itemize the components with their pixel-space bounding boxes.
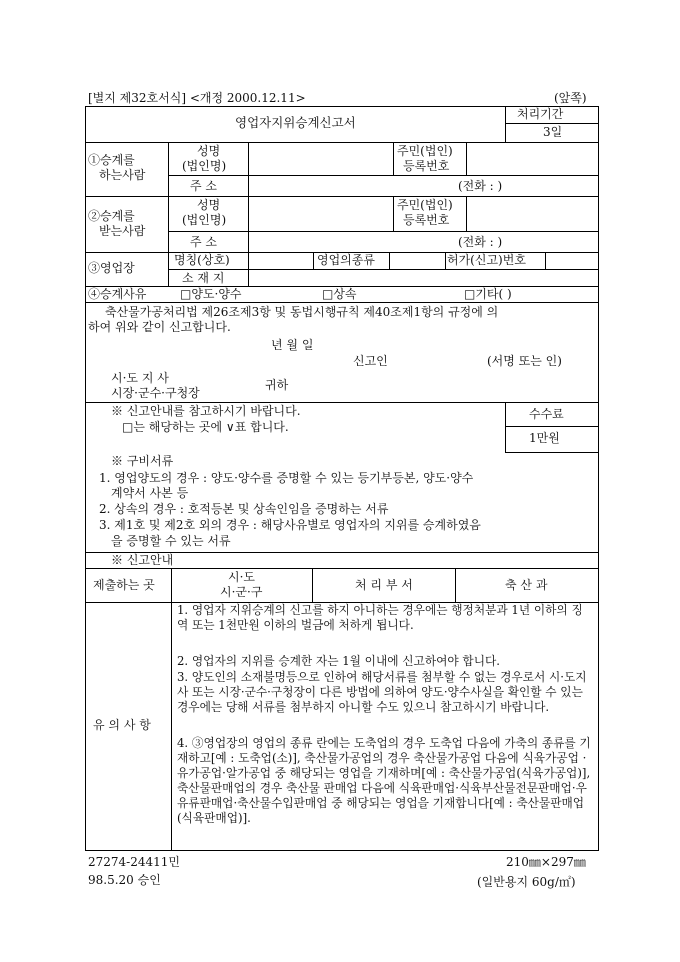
transferor-label: ①승계를 (88, 153, 135, 167)
transferee-id-label: 주민(법인) (397, 198, 453, 212)
transferee-address-label: 주 소 (190, 235, 217, 249)
guide-heading: ※ 신고안내 (111, 553, 174, 567)
license-number-label: 허가(신고)번호 (447, 253, 526, 267)
document-item: 3. 제1호 및 제2호 외의 경우 : 해당사유별로 영업자의 지위를 승계하였음 (99, 518, 481, 532)
transferor-address-label: 주 소 (190, 179, 217, 193)
checkbox-instruction: □는 해당하는 곳에 ∨표 합니다. (122, 420, 289, 434)
caution-item: 4. ③영업장의 영업의 종류 란에는 도축업의 경우 도축업 다음에 가축의 종류를 기재하고[예 : 도축업(소)], 축산물가공업의 경우 축산물가공업 다음에 식육가공업 ·유가공업·알가공업 중 해당되는 영업을 기재하며[예 : 축산물가공업(식육가공업)], 축산물판매업의 경우 축산물 판매업 다음에 식육판매업·식육부산물전문판매업·우유류판매업·축산물수입판매업 중 해당되는 영업을 기재합니다[예 : 축산물판매업(식육판매업)]. (177, 736, 591, 825)
approval-date: 98.5.20 승인 (88, 873, 161, 887)
reason-option-transfer[interactable]: □양도·양수 (180, 287, 242, 301)
document-item: 계약서 사본 등 (111, 486, 189, 500)
authority-label-2: 시장·군수·구청장 (111, 386, 200, 400)
document-item: 1. 영업양도의 경우 : 양도·양수를 증명할 수 있는 등기부등본, 양도·양수 (99, 471, 474, 485)
signature-label: (서명 또는 인) (487, 354, 562, 368)
processing-value: 3일 (543, 125, 563, 139)
transferee-label-2: 받는사람 (99, 224, 146, 238)
authority-label: 시·도 지 사 (111, 371, 169, 385)
transferor-id-label: 주민(법인) (397, 144, 453, 158)
reason-label: ④승계사유 (88, 287, 147, 301)
reason-option-other[interactable]: □기타( ) (464, 287, 512, 301)
caution-item: 2. 영업자의 지위를 승계한 자는 1월 이내에 신고하여야 합니다. (177, 654, 500, 668)
documents-heading: ※ 구비서류 (111, 454, 174, 468)
document-item: 2. 상속의 경우 : 호적등본 및 상속인임을 증명하는 서류 (99, 502, 389, 516)
submit-label: 제출하는 곳 (93, 578, 155, 592)
form-code: 27274-24411민 (88, 855, 180, 869)
caution-item: 3. 양도인의 소재불명등으로 인하여 해당서류를 첨부할 수 없는 경우로서 시·도지사 또는 시장·군수·구청장이 다른 방법에 의하여 양도·양수사실을 확인할 수 있는 경우에는 당해 서류를 첨부하지 아니할 수도 있으니 참고하시기 바랍니다. (177, 670, 587, 714)
transferor-name-label: 성명 (197, 144, 221, 158)
reason-option-inheritance[interactable]: □상속 (322, 287, 357, 301)
business-label: ③영업장 (88, 261, 135, 275)
page-side: (앞쪽) (554, 91, 587, 105)
declaration-text: 축산물가공처리법 제26조제3항 및 동법시행규칙 제40조제1항의 규정에 의 (105, 305, 499, 319)
processing-label: 처리기간 (517, 107, 564, 121)
caution-label: 유 의 사 항 (93, 718, 151, 732)
paper-size: 210㎜×297㎜ (506, 855, 586, 869)
declaration-date: 년 월 일 (271, 338, 314, 352)
transferee-name-label: 성명 (197, 198, 221, 212)
caution-item: 1. 영업자 지위승계의 신고를 하지 아니하는 경우에는 행정처분과 1년 이하의 징역 또는 1천만원 이하의 벌금에 처하게 됩니다. (177, 603, 583, 632)
business-name-label: 명칭(상호) (174, 253, 230, 267)
department-label: 처 리 부 서 (355, 578, 413, 592)
transferor-label-2: 하는사람 (99, 168, 146, 182)
honorific: 귀하 (265, 378, 289, 392)
submit-place-2: 시·군·구 (220, 585, 263, 599)
paper-type: (일반용지 60g/㎡) (477, 875, 576, 889)
form-title: 영업자지위승계신고서 (235, 115, 356, 130)
transferor-name-label-2: (법인명) (182, 159, 227, 173)
transferee-id-label-2: 등록번호 (403, 213, 450, 227)
submit-place: 시·도 (228, 570, 255, 584)
transferee-name-label-2: (법인명) (182, 213, 227, 227)
document-item: 을 증명할 수 있는 서류 (111, 534, 231, 548)
reporter-label: 신고인 (353, 354, 388, 368)
declaration-text-2: 하여 위와 같이 신고합니다. (88, 320, 231, 334)
fee-label: 수수료 (529, 407, 564, 421)
report-form (85, 106, 599, 851)
transferee-phone: (전화 : ) (458, 235, 503, 249)
transferor-phone: (전화 : ) (458, 179, 503, 193)
notice-line: ※ 신고안내를 참고하시기 바랍니다. (111, 404, 301, 418)
fee-value: 1만원 (529, 431, 560, 445)
transferee-label: ②승계를 (88, 209, 135, 223)
business-type-label: 영업의종류 (317, 253, 375, 267)
business-location-label: 소 재 지 (182, 271, 225, 285)
form-number: [별지 제32호서식] <개정 2000.12.11> (88, 91, 306, 105)
transferor-id-label-2: 등록번호 (403, 159, 450, 173)
department-value: 축 산 과 (505, 578, 548, 592)
